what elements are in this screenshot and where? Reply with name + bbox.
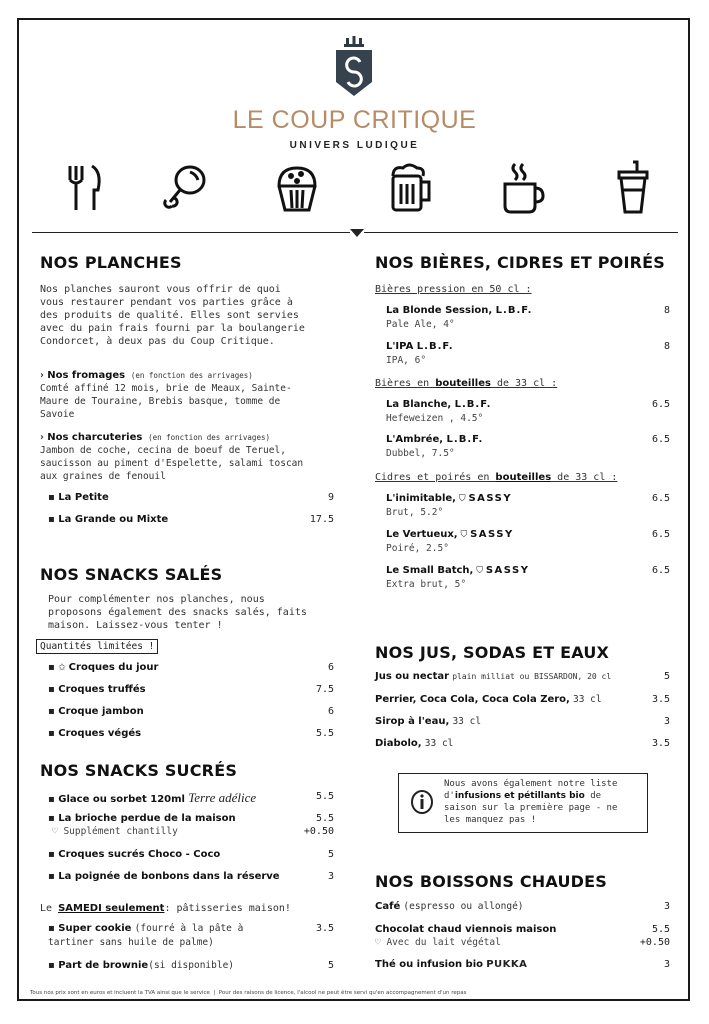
chantilly-option: ♡ Supplément chantilly (52, 826, 178, 837)
menu-item: Diabolo, 33 cl (375, 738, 454, 749)
intro-line: Condorcet, à deux pas du Coup Critique. (40, 336, 275, 347)
menu-item: ▪ Part de brownie(si disponible) (48, 960, 235, 971)
muffin-icon (271, 160, 323, 216)
chicken-leg-icon (160, 160, 212, 216)
price: 3 (327, 871, 334, 882)
cider-style: Poiré, 2.5° (386, 543, 449, 554)
charcut-line: aux graines de fenouil (40, 471, 166, 482)
price: 3.5 (651, 694, 670, 705)
price: 3 (663, 716, 670, 727)
menu-item: ▪ La Petite (48, 492, 109, 503)
price: 5.5 (315, 791, 334, 802)
menu-item: La Blonde Session, L.B.F. (386, 305, 533, 316)
menu-item: ▪ Croque jambon (48, 706, 144, 717)
price: 8 (663, 305, 670, 316)
beer-style: Pale Ale, 4° (386, 319, 455, 330)
divider-right (364, 232, 678, 233)
planches-title: NOS PLANCHES (40, 253, 182, 272)
menu-item: Sirop à l'eau, 33 cl (375, 716, 482, 727)
menu-item: L'Ambrée, L.B.F. (386, 434, 484, 445)
fromages-line: Maure de Touraine, Brebis basque, tomme de (40, 396, 281, 407)
samedi-line: Le SAMEDI seulement: pâtisseries maison! (40, 903, 291, 914)
soda-cup-icon (607, 160, 659, 216)
menu-item: ▪ Croques sucrés Choco - Coco (48, 849, 221, 860)
samedi-label: SAMEDI seulement (58, 903, 165, 914)
coffee-mug-icon (495, 160, 547, 216)
price: 5.5 (315, 813, 334, 824)
price: 7.5 (315, 684, 334, 695)
snacks-sucres-title: NOS SNACKS SUCRÉS (40, 761, 238, 780)
price: 5.5 (315, 728, 334, 739)
infusions-note-text: Nous avons également notre liste d'infusions et pétillants bio de saison sur la première page - ne les manquez pas ! (444, 779, 618, 825)
price: 5 (663, 671, 670, 682)
sassy-crest-icon: ⛉ (457, 530, 471, 540)
snacks-sales-title: NOS SNACKS SALÉS (40, 565, 223, 584)
beer-style: IPA, 6° (386, 355, 427, 366)
star-icon: ✩ (58, 663, 69, 673)
fromages-note: (en fonction des arrivages) (130, 371, 253, 380)
cidres-label: Cidres et poirés en bouteilles de 33 cl : (375, 472, 618, 483)
menu-item: Chocolat chaud viennois maison (375, 924, 557, 935)
menu-item: ▪ La brioche perdue de la maison (48, 813, 236, 824)
menu-item: L'IPA L.B.F. (386, 341, 454, 352)
menu-item: Perrier, Coca Cola, Coca Cola Zero, 33 cl (375, 694, 602, 705)
intro-line: Pour complémenter nos planches, nous (48, 594, 265, 605)
menu-item: ▪ Super cookie (fourré à la pâte à (48, 923, 244, 934)
cider-style: Brut, 5.2° (386, 507, 444, 518)
limited-badge: Quantités limitées ! (36, 639, 158, 654)
price: 6 (327, 706, 334, 717)
intro-line: vous restaurer pendant vos parties grâce à (40, 297, 293, 308)
menu-item: ▪ Croques truffés (48, 684, 146, 695)
fromages-label: Nos fromages (47, 370, 126, 381)
menu-item: Jus ou nectar plain milliat ou BISSARDON, 20 cl (375, 671, 612, 682)
heart-icon: ♡ (52, 826, 64, 837)
charcut-line: Jambon de coche, cecina de boeuf de Teruel, (40, 445, 286, 456)
price: 6.5 (651, 399, 670, 410)
fromages-block: › Nos fromages (en fonction des arrivages) Comté affiné 12 mois, brie de Meaux, Sainte- Maure de Touraine, Brebis basque, tomme de Savoie (40, 369, 340, 421)
price: +0.50 (639, 937, 670, 948)
price: 6 (327, 662, 334, 673)
price: 8 (663, 341, 670, 352)
price: 3 (663, 901, 670, 912)
menu-item: Thé ou infusion bio PUKKA (375, 959, 528, 970)
menu-item: ▪ Glace ou sorbet 120ml Terre adélice (48, 790, 257, 805)
divider-left (32, 232, 350, 233)
vegetal-option: ♡ Avec du lait végétal (375, 937, 501, 948)
pukka-brand: PUKKA (486, 959, 528, 970)
divider-arrow-icon (350, 229, 364, 237)
info-icon (410, 789, 434, 815)
beer-style: Dubbel, 7.5° (386, 448, 455, 459)
crown-shield-logo (334, 36, 374, 98)
brand-tagline: UNIVERS LUDIQUE (289, 140, 420, 151)
charcuteries-block: › Nos charcuteries (en fonction des arrivages) Jambon de coche, cecina de boeuf de Teruel, saucisson au piment d'Espelette, salami toscan aux graines de fenouil (40, 431, 340, 483)
snacks-sales-intro (48, 593, 348, 632)
price: 9 (327, 492, 334, 503)
price: 17.5 (309, 514, 334, 525)
beer-style: Hefeweizen , 4.5° (386, 413, 484, 424)
beer-mug-icon (383, 160, 435, 216)
price: 6.5 (651, 493, 670, 504)
sassy-crest-icon: ⛉ (455, 494, 469, 504)
price: 6.5 (651, 434, 670, 445)
intro-line: maison. Laissez-vous tenter ! (48, 620, 223, 631)
cutlery-icon (58, 160, 110, 216)
price: +0.50 (303, 826, 334, 837)
menu-item: ▪ La poignée de bonbons dans la réserve (48, 871, 280, 882)
menu-item: Café (espresso ou allongé) (375, 901, 524, 912)
menu-item: L'inimitable, ⛉ SASSY (386, 493, 513, 504)
menu-item: ▪ La Grande ou Mixte (48, 514, 169, 525)
bieres-title: NOS BIÈRES, CIDRES ET POIRÉS (375, 253, 665, 272)
price: 3 (663, 959, 670, 970)
heart-icon: ♡ (375, 937, 387, 948)
super-cookie-desc: tartiner sans huile de palme) (48, 937, 214, 948)
planches-intro (40, 283, 340, 348)
price: 3.5 (651, 738, 670, 749)
menu-item: ▪ Croques végés (48, 728, 142, 739)
price: 6.5 (651, 529, 670, 540)
cider-style: Extra brut, 5° (386, 579, 467, 590)
intro-line: Nos planches sauront vous offrir de quoi (40, 284, 281, 295)
pression-label: Bières pression en 50 cl : (375, 284, 532, 295)
menu-item: Le Small Batch, ⛉ SASSY (386, 565, 530, 576)
charcut-note: (en fonction des arrivages) (148, 433, 270, 442)
intro-line: avec du pain frais fourni par la boulangerie (40, 323, 305, 334)
menu-item: La Blanche, L.B.F. (386, 399, 492, 410)
sassy-crest-icon: ⛉ (473, 566, 486, 576)
fromages-line: Savoie (40, 409, 75, 420)
bouteilles-label: Bières en bouteilles de 33 cl : (375, 378, 558, 389)
jus-title: NOS JUS, SODAS ET EAUX (375, 643, 610, 662)
menu-item: ▪ ✩ Croques du jour (48, 662, 159, 673)
menu-item: Le Vertueux, ⛉ SASSY (386, 529, 514, 540)
price: 5 (327, 960, 334, 971)
price: 6.5 (651, 565, 670, 576)
intro-line: proposons également des snacks salés, faits (48, 607, 307, 618)
terre-adelice-brand: Terre adélice (188, 790, 257, 805)
footer-note: Tous nos prix sont en euros et incluent la TVA ainsi que le service | Pour des raisons de licence, l'alcool ne peut être servi qu'en accompagnement d'un repas (30, 990, 467, 996)
price: 5.5 (651, 924, 670, 935)
fromages-line: Comté affiné 12 mois, brie de Meaux, Sainte- (40, 383, 292, 394)
price: 5 (327, 849, 334, 860)
intro-line: des produits de qualité. Elles sont servies (40, 310, 299, 321)
price: 3.5 (315, 923, 334, 934)
brand-name: LE COUP CRITIQUE (232, 106, 477, 134)
charcut-line: saucisson au piment d'Espelette, salami toscan (40, 458, 304, 469)
charcut-label: Nos charcuteries (47, 432, 143, 443)
chaudes-title: NOS BOISSONS CHAUDES (375, 872, 607, 891)
